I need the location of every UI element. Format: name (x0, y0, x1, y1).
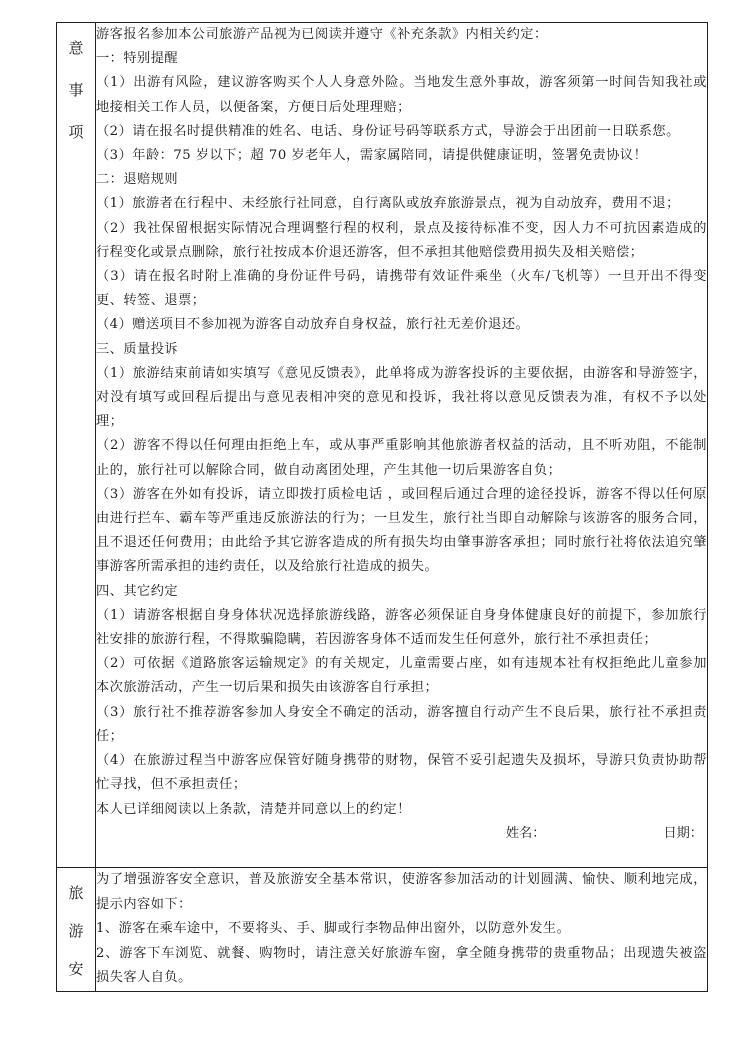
signature-line (96, 822, 707, 846)
clause: （3）请在报名时附上准确的身份证件号码，请携带有效证件乘坐（火车/飞机等）一旦开出不得变更、转签、退票； (96, 269, 707, 309)
section-heading: 三、质量投诉 (96, 341, 179, 357)
safety-row (57, 868, 708, 992)
safety-label-char: 游 (68, 922, 84, 940)
clause: （3）游客在外如有投诉，请立即拨打质检电话 ，或回程后通过合理的途径投诉，游客不得以任何原由进行拦车、霸车等严重违反旅游法的行为；一旦发生，旅行社当即自动解除与该游客的服务合同，且不退还任何费用；由此给予其它游客造成的所有损失均由肇事游客承担；同时旅行社将依法追究肇事游客所需承担的违约责任，以及给旅行社造成的损失。 (96, 486, 707, 575)
notice-label-char: 意 (68, 39, 84, 57)
notice-row (57, 23, 708, 868)
clause: （1）请游客根据自身身体状况选择旅游线路，游客必须保证自身身体健康良好的前提下，参加旅行社安排的旅游行程，不得欺骗隐瞒，若因游客身体不适而发生任何意外，旅行社不承担责任； (96, 607, 707, 648)
safety-content-cell (96, 868, 708, 992)
notice-intro: 游客报名参加本公司旅游产品视为已阅读并遵守《补充条款》内相关约定： (96, 27, 548, 42)
clause: （3）旅行社不推荐游客参加人身安全不确定的活动，游客擅自行动产生不良后果，旅行社不承担责任； (96, 704, 707, 744)
notice-label-char: 项 (68, 123, 84, 141)
clause: （2）我社保留根据实际情况合理调整行程的权利，景点及接待标准不变，因人力不可抗因素造成的行程变化或景点删除，旅行社按成本价退还游客，但不承担其他赔偿费用损失及相关赔偿； (96, 220, 707, 260)
date-label: 日期： (663, 825, 703, 841)
safety-label-char: 安 (68, 960, 84, 978)
clause: （4）赠送项目不参加视为游客自动放弃自身权益，旅行社无差价退还。 (96, 317, 530, 333)
notice-label-char: 事 (68, 81, 84, 99)
section-heading: 一：特别提醒 (96, 51, 179, 67)
notice-table (56, 22, 708, 992)
agreement-statement: 本人已详细阅读以上条款，清楚并同意以上的约定！ (96, 801, 411, 817)
notice-content-cell (96, 23, 708, 868)
clause: （2）游客不得以任何理由拒绝上车，或从事严重影响其他旅游者权益的活动，且不听劝阻，不能制止的，旅行社可以解除合同，做自动离团处理，产生其他一切后果游客自负； (96, 438, 707, 478)
name-label: 姓名： (505, 825, 546, 841)
safety-tip: 1、游客在乘车途中，不要将头、手、脚或行李物品伸出窗外，以防意外发生。 (96, 921, 571, 937)
notice-label-cell (57, 23, 96, 868)
notice-label (57, 37, 95, 142)
safety-label-char: 旅 (68, 884, 84, 902)
clause: （3）年龄：75 岁以下；超 70 岁老年人，需家属陪同，请提供健康证明，签署免责协议！ (96, 148, 648, 164)
clause: （2）请在报名时提供精准的姓名、电话、身份证号码等联系方式，导游会于出团前一日联系您。 (96, 123, 680, 139)
clause: （1）旅游结束前请如实填写《意见反馈表》，此单将成为游客投诉的主要依据，由游客和导游签字，对没有填写或回程后提出与意见表相冲突的意见和投诉，我社将以意见反馈表为准，有权不予以处理； (96, 365, 707, 430)
section-heading: 四、其它约定 (96, 583, 179, 599)
clause: （1）旅游者在行程中、未经旅行社同意，自行离队或放弃旅游景点，视为自动放弃，费用不退； (96, 196, 680, 212)
safety-intro: 为了增强游客安全意识，普及旅游安全基本常识，使游客参加活动的计划圆满、愉快、顺利地完成，提示内容如下： (96, 872, 707, 912)
safety-tip: 2、游客下车浏览、就餐、购物时，请注意关好旅游车窗，拿全随身携带的贵重物品；出现遗失被盗损失客人自负。 (96, 945, 707, 986)
clause: （4）在旅游过程当中游客应保管好随身携带的财物，保管不妥引起遗失及损坏，导游只负责协助帮忙寻找，但不承担责任； (96, 753, 707, 793)
clause: （2）可依据《道路旅客运输规定》的有关规定，儿童需要占座，如有违规本社有权拒绝此儿童参加本次旅游活动，产生一切后果和损失由该游客自行承担； (96, 656, 707, 696)
section-heading: 二：退赔规则 (96, 172, 179, 188)
safety-label (57, 882, 95, 979)
clause: （1）出游有风险，建议游客购买个人人身意外险。当地发生意外事故，游客须第一时间告知我社或地接相关工作人员，以便备案，方便日后处理理赔； (96, 75, 707, 115)
safety-label-cell (57, 868, 96, 992)
